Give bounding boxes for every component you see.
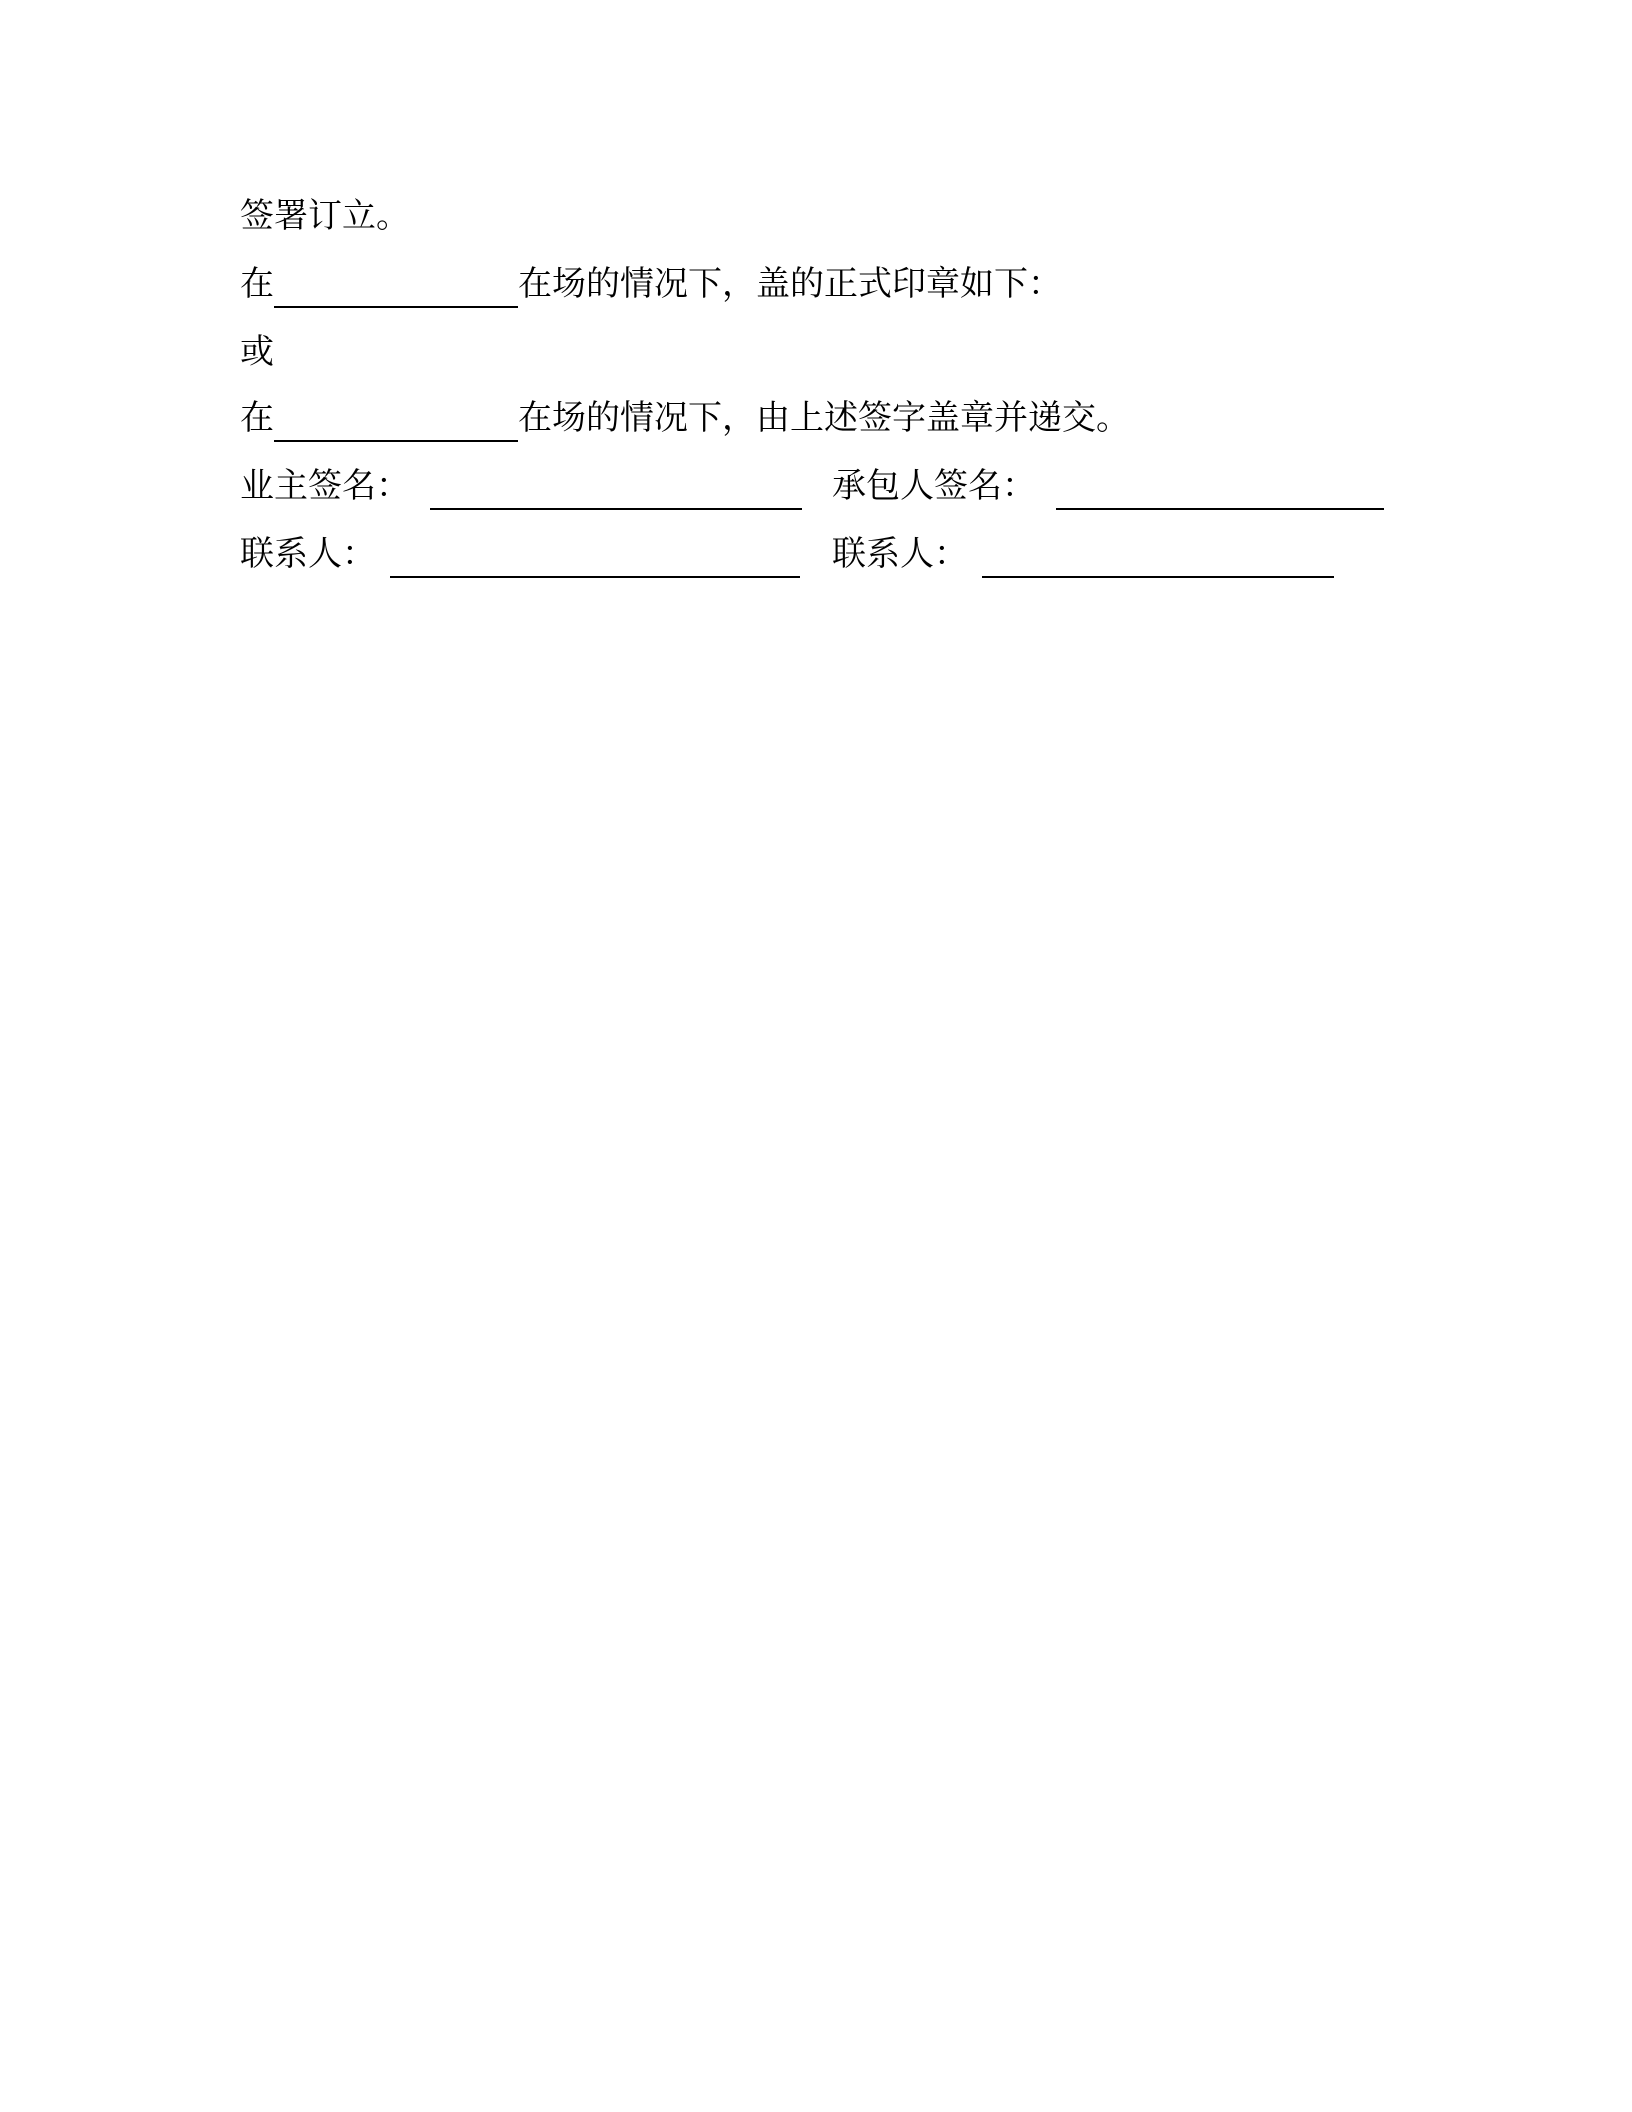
- contractor-contact-blank[interactable]: [982, 536, 1334, 578]
- seal-suffix: 在场的情况下，盖的正式印章如下：: [518, 264, 1062, 304]
- text-line-or: [240, 326, 274, 378]
- owner-signature-blank[interactable]: [430, 468, 802, 510]
- contractor-contact-row: [832, 528, 1334, 580]
- owner-contact-label: 联系人：: [240, 534, 376, 574]
- witness-blank-2[interactable]: [274, 400, 518, 442]
- owner-signature-label: 业主签名：: [240, 466, 410, 506]
- contractor-signature-label: 承包人签名：: [832, 466, 1036, 506]
- text-line-signing: [240, 190, 410, 242]
- delivery-prefix: 在: [240, 398, 274, 438]
- contractor-contact-label: 联系人：: [832, 534, 968, 574]
- witness-blank-1[interactable]: [274, 266, 518, 308]
- contractor-signature-blank[interactable]: [1056, 468, 1384, 510]
- text-line-seal: [240, 258, 1062, 310]
- contractor-signature-row: [832, 460, 1384, 512]
- owner-signature-row: [240, 460, 802, 512]
- text-line-delivery: [240, 392, 1130, 444]
- seal-prefix: 在: [240, 264, 274, 304]
- owner-contact-blank[interactable]: [390, 536, 800, 578]
- delivery-suffix: 在场的情况下，由上述签字盖章并递交。: [518, 398, 1130, 438]
- owner-contact-row: [240, 528, 800, 580]
- or-text: 或: [240, 332, 274, 372]
- signing-text: 签署订立。: [240, 196, 410, 236]
